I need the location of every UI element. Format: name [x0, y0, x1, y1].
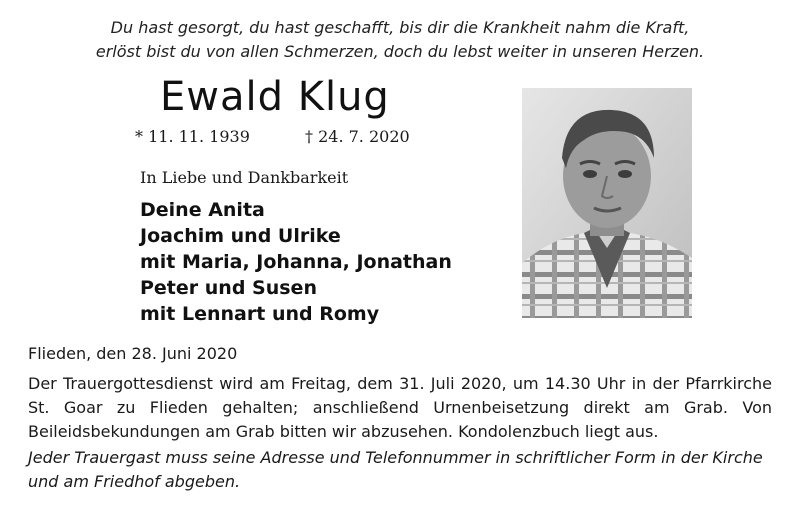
attendance-note: Jeder Trauergast muss seine Adresse und Telefonnummer in schriftlicher Form in der Kirche und am Friedhof abgeben. — [28, 448, 763, 491]
motto-verse — [0, 16, 800, 64]
mourner-line: mit Maria, Johanna, Jonathan — [140, 251, 452, 273]
motto-line-1: Du hast gesorgt, du hast geschafft, bis dir die Krankheit nahm die Kraft, — [110, 18, 690, 37]
portrait-photo-icon — [522, 88, 692, 318]
death-date: † 24. 7. 2020 — [305, 127, 410, 146]
motto-line-2: erlöst bist du von allen Schmerzen, doch du lebst weiter in unseren Herzen. — [95, 42, 705, 61]
deceased-name: Ewald Klug — [160, 74, 390, 120]
mourner-line: mit Lennart und Romy — [140, 303, 380, 325]
service-announcement: Der Trauergottesdienst wird am Freitag, dem 31. Juli 2020, um 14.30 Uhr in der Pfarrkirche St. Goar zu Flieden gehalten; anschließend Urnenbeisetzung direkt am Grab. Von Beileidsbekundungen am Grab bitten wir abzusehen. Kondolenzbuch liegt aus. — [28, 374, 772, 441]
place-and-date: Flieden, den 28. Juni 2020 — [28, 344, 238, 363]
mourning-lead: In Liebe und Dankbarkeit — [140, 168, 349, 187]
birth-date: * 11. 11. 1939 — [135, 127, 250, 146]
mourners-list — [140, 197, 452, 327]
portrait-photo — [522, 88, 692, 318]
life-dates — [135, 127, 410, 146]
mourner-line: Deine Anita — [140, 199, 265, 221]
mourner-line: Joachim und Ulrike — [140, 225, 341, 247]
mourner-line: Peter und Susen — [140, 277, 317, 299]
